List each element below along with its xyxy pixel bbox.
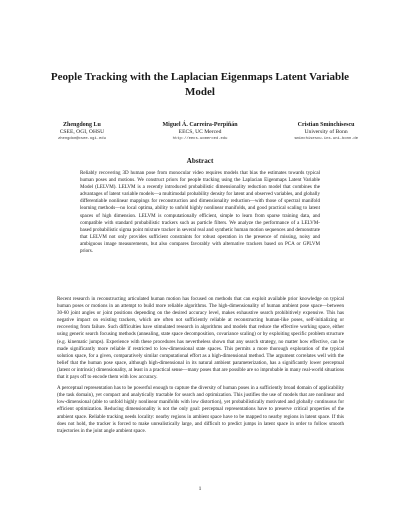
- author-block: [58, 122, 358, 144]
- author-name: Cristian Sminchisescu: [297, 122, 355, 128]
- author-name: Zhengdong Lu: [63, 122, 101, 128]
- author-affiliation: EECS, UC Merced: [178, 129, 222, 136]
- page-number: 1: [198, 486, 202, 492]
- author-email: zhengdon@csee.ogi.edu: [58, 137, 106, 142]
- author-3: [294, 122, 358, 144]
- author-email: http://eecs.ucmerced.edu: [172, 137, 228, 142]
- paper-title: People Tracking with the Laplacian Eigenmaps Latent Variable Model: [50, 71, 350, 98]
- abstract-heading: Abstract: [186, 157, 214, 165]
- author-affiliation: CSEE, OGI, OHSU: [59, 129, 105, 136]
- body-text: [57, 296, 344, 439]
- author-affiliation: University of Bonn: [304, 129, 348, 136]
- author-1: [58, 122, 106, 144]
- body-paragraph: A perceptual representation has to be powerful enough to capture the diversity of human poses in a sufficiently broad domain of applicability (the task domain), yet compact and analytically tractable for search and optimization. This justifies the use of models that are nonlinear and low-dimensional (able to unfold highly nonlinear manifolds with low distortion), yet probabilistically motivated and globally continuous for efficient optimization. Reducing dimensionality is not the only goal: perceptual representations have to preserve critical properties of the ambient space. Reliable tracking needs locality: nearby regions in ambient space have to be mapped to nearby regions in latent space. If this does not hold, the tracker is forced to make unrealistically large, and difficult to predict jumps in latent space in order to follow smooth trajectories in the joint angle ambient space.: [57, 385, 344, 434]
- abstract-text: Reliably recovering 3D human pose from monocular video requires models that bias the estimates towards typical human poses and motions. We construct priors for people tracking using the Laplacian Eigenmaps Latent Variable Model (LELVM). LELVM is a recently introduced probabilistic dimensionality reduction model that combines the advantages of latent variable models—a multimodal probability density for latent and observed variables, and globally differentiable nonlinear mappings for reconstruction and dimensionality reduction—with those of spectral manifold learning methods—no local optima, ability to unfold highly nonlinear manifolds, and good practical scaling to latent spaces of high dimension. LELVM is computationally efficient, simple to learn from sparse training data, and compatible with standard probabilistic trackers such as particle filters. We analyze the performance of a LELVM-based probabilistic sigma point mixture tracker in several real and synthetic human motion sequences and demonstrate that LELVM not only provides sufficient constraints for robust operation in the presence of missing, noisy and ambiguous image measurements, but also compares favorably with alternative trackers based on PCA or GPLVM priors.: [80, 170, 320, 255]
- author-email: sminchisescu.ins.uni-bonn.de: [294, 137, 358, 142]
- author-name: Miguel Á. Carreira-Perpiñán: [162, 122, 238, 128]
- author-2: [163, 122, 238, 144]
- body-paragraph: Recent research in reconstructing articulated human motion has focused on methods that can exploit available prior knowledge on typical human poses or motions in an attempt to build more reliable algorithms. The high-dimensionality of human ambient pose space—between 30-60 joint angles or joint positions depending on the desired accuracy level, makes exhaustive search prohibitively expensive. This has negative impact on existing trackers, which are often not sufficiently reliable at reconstructing human-like poses, self-initializing or recovering from failure. Such difficulties have stimulated research in algorithms and models that reduce the effective working space, either using generic search focusing methods (annealing, state space decomposition, covariance scaling) or by exploiting specific problem structure (e.g. kinematic jumps). Experience with these procedures has nevertheless shown that any search strategy, no matter how effective, can be made significantly more reliable if restricted to low-dimensional state spaces. This permits a more thorough exploration of the typical solution space, for a given, comparatively similar computational effort as a high-dimensional method. The argument correlates well with the belief that the human pose space, although high-dimensional in its natural ambient parameterization, has a significantly lower perceptual (latent or intrinsic) dimensionality, at least in a practical sense—many poses that are possible are so improbable in many real-world situations that it pays off to encode them with low accuracy.: [57, 296, 344, 381]
